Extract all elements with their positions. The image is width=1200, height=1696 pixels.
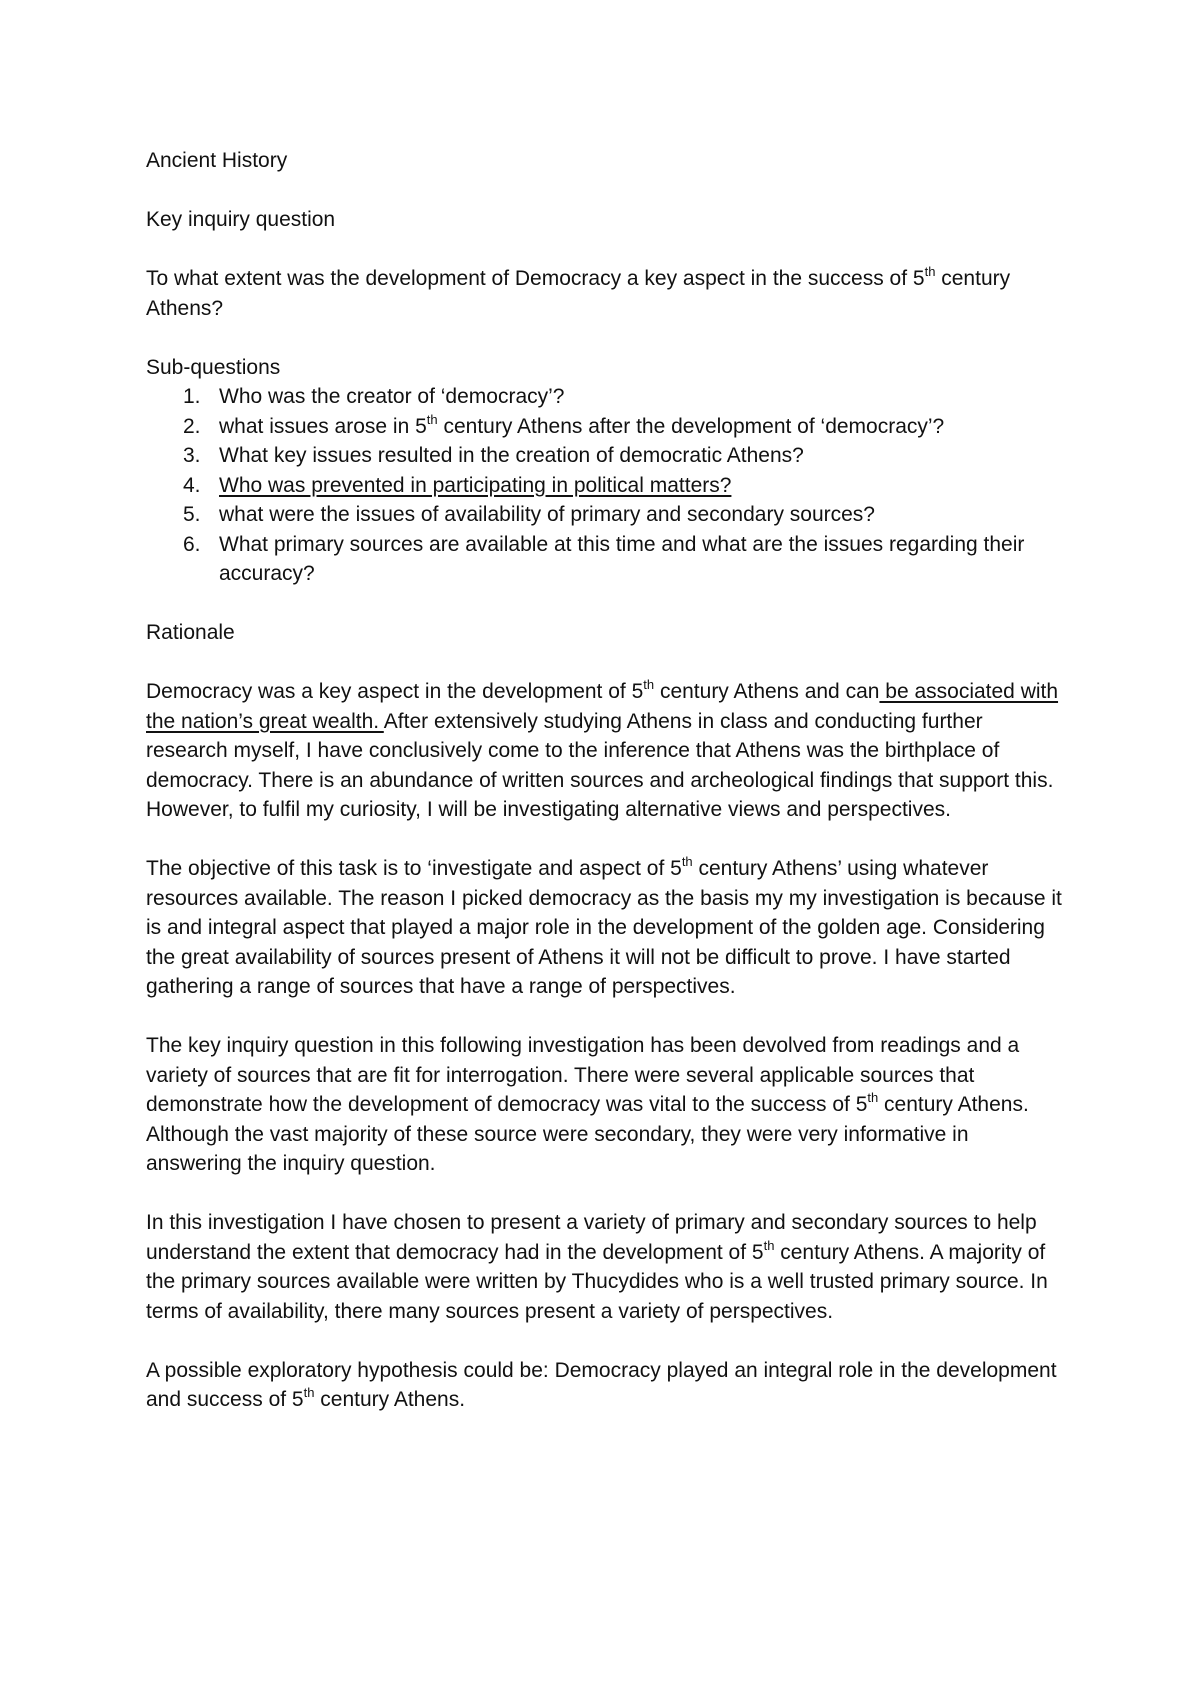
ordinal-suffix: th (643, 677, 655, 692)
paragraph-text: A possible exploratory hypothesis could be: Democracy played an integral role in the development and success of 5 (146, 1358, 1057, 1411)
list-item (146, 441, 1066, 471)
paragraph-text: The objective of this task is to ‘investigate and aspect of 5 (146, 857, 682, 880)
list-item (146, 471, 1066, 501)
ordinal-suffix: th (867, 1090, 879, 1105)
list-number: 3. (183, 444, 201, 467)
list-item (146, 530, 1066, 589)
list-item-text: What primary sources are available at this time and what are the issues regarding their accuracy? (219, 532, 1025, 585)
key-inquiry-heading: Key inquiry question (146, 208, 336, 231)
paragraph-text: century Athens. A majority of the primary sources available were written by Thucydides who is a well trusted primary source. In terms of availability, there many sources present a variety of perspectives. (146, 1240, 1048, 1323)
paragraph-text: century Athens. Although the vast majority of these source were secondary, they were very informative in answering the inquiry question. (146, 1093, 1029, 1175)
list-item-text: what were the issues of availability of primary and secondary sources? (219, 503, 875, 526)
paragraph-text: Democracy was a key aspect in the development of 5 (146, 680, 644, 703)
paragraph-text: century Athens. (314, 1388, 466, 1411)
list-number: 6. (183, 532, 201, 556)
document-title: Ancient History (146, 149, 288, 172)
rationale-paragraph-5 (146, 1356, 1066, 1415)
spacer (146, 176, 1066, 206)
document-page (146, 146, 1066, 1415)
key-inquiry-text-b: century Athens? (146, 267, 1011, 320)
list-item-text: what issues arose in 5 (219, 414, 427, 438)
key-inquiry-question (146, 264, 1066, 323)
paragraph-text: century Athens’ using whatever resources available. The reason I picked democracy as the basis my my investigation is because it is and integral aspect that played a major role in the development of the golden age. Considering the great availability of sources present of Athens it will not be difficult to prove. I have started gathering a range of sources that have a range of perspectives. (146, 857, 1062, 998)
paragraph-text: The key inquiry question in this following investigation has been devolved from readings and a variety of sources that are fit for interrogation. There were several applicable sources that demonstrate how the development of democracy was vital to the success of 5 (146, 1034, 1020, 1116)
spacer (146, 323, 1066, 353)
ordinal-suffix: th (924, 264, 936, 279)
rationale-paragraph-3 (146, 1031, 1066, 1179)
spacer (146, 235, 1066, 265)
spacer (146, 1002, 1066, 1032)
rationale-paragraph-4 (146, 1208, 1066, 1326)
ordinal-suffix: th (426, 411, 438, 427)
spacer (146, 1326, 1066, 1356)
list-number: 2. (183, 414, 201, 438)
spacer (146, 648, 1066, 678)
list-item-text: What key issues resulted in the creation of democratic Athens? (219, 444, 804, 467)
list-item (146, 382, 1066, 412)
paragraph-text: century Athens and can (654, 680, 880, 703)
paragraph-text-underlined: be associated with the nation’s great wealth. (146, 680, 1059, 733)
spacer (146, 825, 1066, 855)
ordinal-suffix: th (763, 1237, 775, 1253)
spacer (146, 1179, 1066, 1209)
subquestions-list (146, 382, 1066, 589)
list-item (146, 500, 1066, 530)
ordinal-suffix: th (303, 1385, 315, 1400)
list-number: 5. (183, 503, 201, 526)
subquestions-heading: Sub-questions (146, 355, 281, 379)
paragraph-text: In this investigation I have chosen to present a variety of primary and secondary sources to help understand the extent that democracy had in the development of 5 (146, 1211, 1037, 1264)
list-number: 4. (183, 473, 201, 497)
list-item (146, 412, 1066, 442)
list-item-text: Who was the creator of ‘democracy’? (219, 385, 565, 408)
rationale-paragraph-1 (146, 677, 1066, 825)
paragraph-text: After extensively studying Athens in class and conducting further research myself, I have conclusively come to the inference that Athens was the birthplace of democracy. There is an abundance of written sources and archeological findings that support this. However, to fulfil my curiosity, I will be investigating alternative views and perspectives. (146, 709, 1054, 821)
list-item-text-underlined: Who was prevented in participating in political matters? (219, 473, 732, 497)
ordinal-suffix: th (681, 854, 693, 869)
list-item-text: century Athens after the development of ‘democracy’? (437, 414, 945, 438)
rationale-heading: Rationale (146, 621, 235, 644)
key-inquiry-text-a: To what extent was the development of Democracy a key aspect in the success of 5 (146, 267, 925, 290)
list-number: 1. (183, 385, 201, 408)
rationale-paragraph-2 (146, 854, 1066, 1002)
spacer (146, 589, 1066, 619)
